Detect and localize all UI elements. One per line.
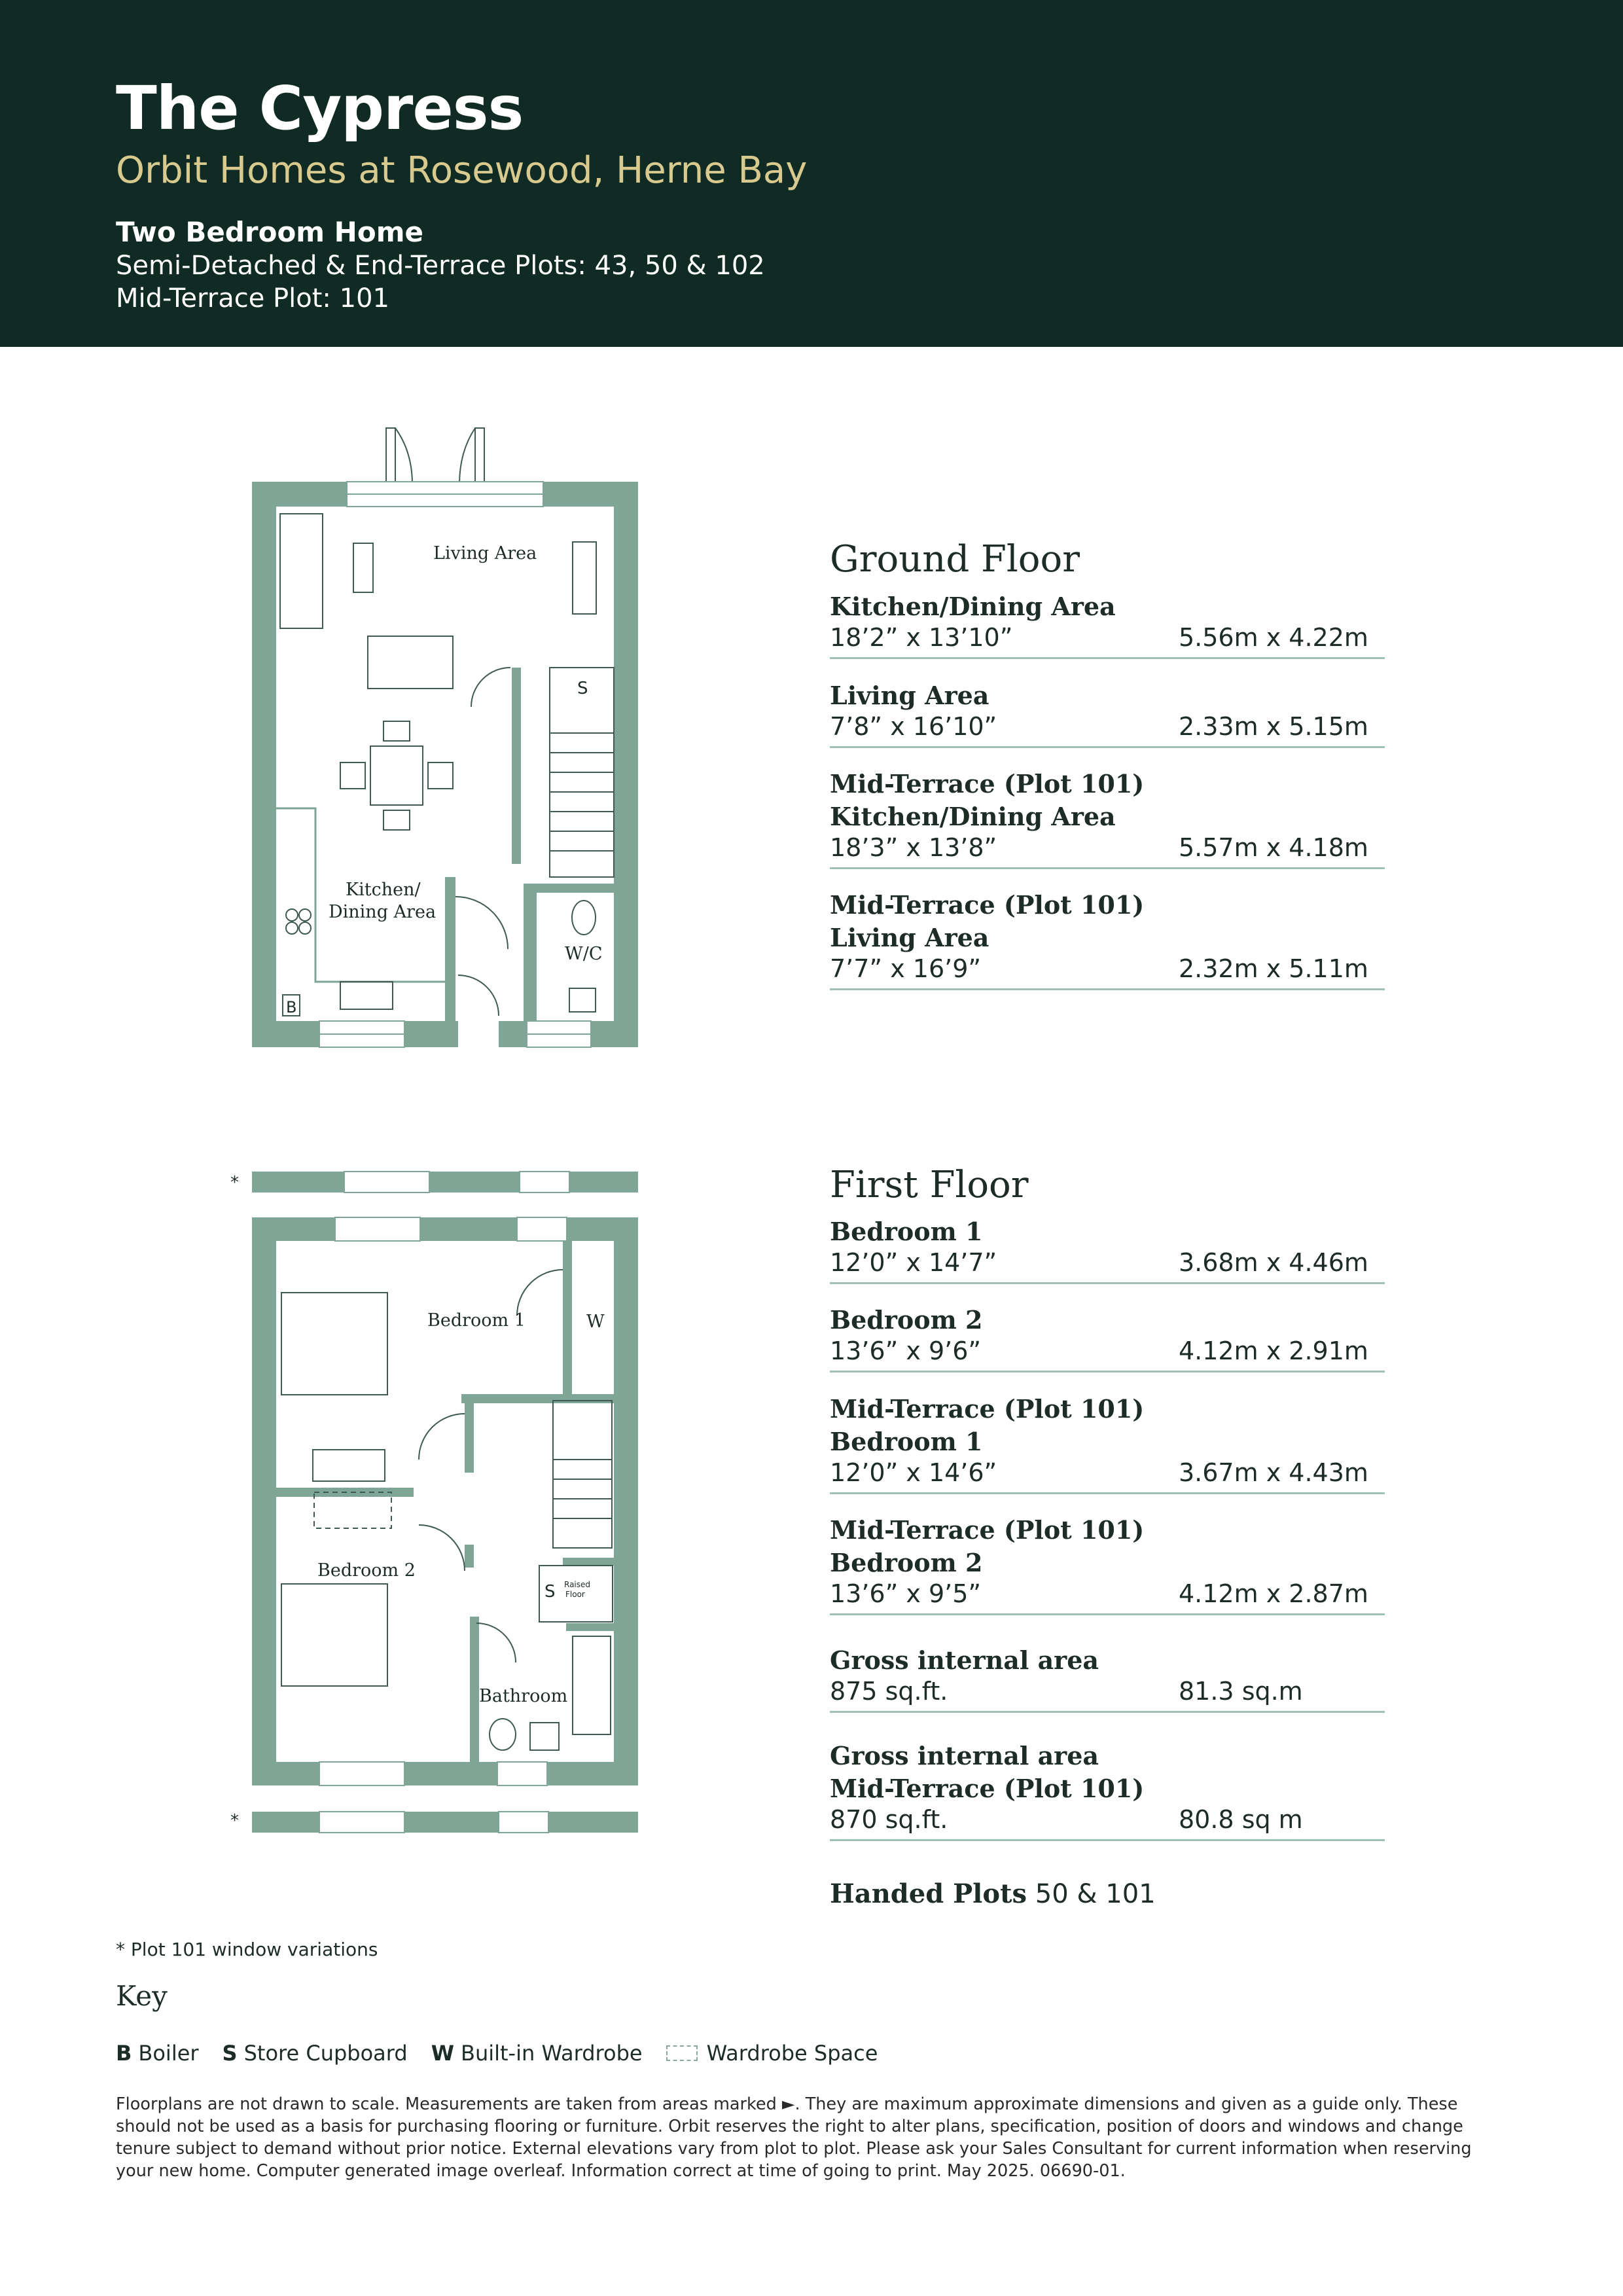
key-code: B (116, 2041, 132, 2066)
row-metric: 4.12m x 2.87m (1179, 1579, 1368, 1608)
plots-line-2: Mid-Terrace Plot: 101 (116, 283, 389, 314)
row-metric: 4.12m x 2.91m (1179, 1336, 1368, 1365)
row-imperial: 7’7” x 16’9” (830, 954, 982, 983)
row-name: Bedroom 2 (830, 1305, 983, 1335)
key-code: S (222, 2041, 238, 2066)
key-legend (116, 2037, 901, 2070)
wardrobe-space-swatch (666, 2045, 698, 2061)
store-marker-first: S (544, 1582, 556, 1602)
row-name-2: Bedroom 1 (830, 1427, 983, 1456)
row-imperial: 7’8” x 16’10” (830, 712, 997, 741)
header-banner (0, 0, 1623, 347)
key-label: Boiler (138, 2041, 199, 2066)
row-name-2: Bedroom 2 (830, 1548, 983, 1577)
row-imperial: 12’0” x 14’6” (830, 1458, 997, 1487)
handed-plots (830, 1878, 1156, 1909)
row-metric: 2.33m x 5.15m (1179, 712, 1368, 741)
row-name: Gross internal area (830, 1741, 1099, 1770)
row-metric: 3.67m x 4.43m (1179, 1458, 1368, 1487)
spec-row-midterrace-bedroom2 (830, 1514, 1385, 1615)
bedroom2-label: Bedroom 2 (317, 1560, 416, 1581)
row-imperial: 870 sq.ft. (830, 1805, 948, 1834)
row-metric: 3.68m x 4.46m (1179, 1248, 1368, 1277)
disclaimer: Floorplans are not drawn to scale. Measurements are taken from areas marked ►. They are maximum approximate dimensions and given as a guide only. These should not be used as a basis for purchasing flooring or furniture. Orbit reserves the right to alter plans, specification, position of doors and windows and change tenure subject to demand without prior notice. External elevations vary from plot to plot. Please ask your Sales Consultant for current information when reserving your new home. Computer generated image overleaf. Information correct at time of going to print. May 2025. 06690-01. (116, 2094, 1472, 2181)
row-imperial: 13’6” x 9’5” (830, 1579, 982, 1608)
row-name-2: Kitchen/Dining Area (830, 802, 1116, 831)
spec-row-bedroom2 (830, 1304, 1385, 1372)
kitchen-label-line2: Dining Area (329, 902, 437, 922)
row-imperial: 18’3” x 13’8” (830, 833, 997, 862)
spec-row-midterrace-bedroom1 (830, 1393, 1385, 1494)
row-name: Gross internal area (830, 1645, 1099, 1675)
row-metric: 81.3 sq.m (1179, 1677, 1303, 1706)
wc-label: W/C (565, 944, 603, 964)
handed-label: Handed Plots (830, 1878, 1027, 1909)
ground-floor-plan (249, 425, 641, 1054)
ground-floor-heading: Ground Floor (830, 538, 1080, 581)
spec-row-midterrace-kitchen (830, 768, 1385, 869)
store-marker: S (577, 679, 588, 698)
development-subtitle: Orbit Homes at Rosewood, Herne Bay (116, 149, 808, 192)
spec-row-midterrace-living (830, 889, 1385, 990)
first-floor-heading: First Floor (830, 1164, 1029, 1206)
wardrobe-marker: W (586, 1312, 605, 1332)
bedroom1-label: Bedroom 1 (427, 1310, 526, 1331)
spec-row-living (830, 679, 1385, 748)
key-title: Key (116, 1980, 168, 2012)
row-name: Mid-Terrace (Plot 101) (830, 890, 1145, 920)
row-name: Mid-Terrace (Plot 101) (830, 1515, 1145, 1545)
raised-floor-label-1: Raised (564, 1580, 591, 1589)
row-name-2: Living Area (830, 923, 990, 952)
row-name: Bedroom 1 (830, 1217, 983, 1246)
row-imperial: 875 sq.ft. (830, 1677, 948, 1706)
plots-line-1: Semi-Detached & End-Terrace Plots: 43, 50 & 102 (116, 251, 765, 281)
row-metric: 80.8 sq m (1179, 1805, 1303, 1834)
home-type: Two Bedroom Home (116, 216, 423, 248)
row-name: Living Area (830, 681, 990, 710)
key-label: Wardrobe Space (706, 2041, 878, 2066)
handed-value: 50 & 101 (1035, 1879, 1156, 1909)
row-name: Mid-Terrace (Plot 101) (830, 1394, 1145, 1424)
page-title: The Cypress (116, 73, 524, 143)
raised-floor-label-2: Floor (565, 1590, 585, 1599)
living-area-label: Living Area (433, 543, 537, 564)
spec-row-gross-area-midterrace (830, 1740, 1385, 1841)
bathroom-label: Bathroom (479, 1686, 568, 1706)
row-metric: 5.56m x 4.22m (1179, 623, 1368, 652)
key-wardrobe (431, 2041, 643, 2066)
row-imperial: 12’0” x 14’7” (830, 1248, 997, 1277)
key-store (223, 2041, 408, 2066)
row-metric: 2.32m x 5.11m (1179, 954, 1368, 983)
boiler-marker: B (286, 998, 297, 1016)
row-imperial: 13’6” x 9’6” (830, 1336, 982, 1365)
row-name: Kitchen/Dining Area (830, 592, 1116, 621)
spec-row-bedroom1 (830, 1215, 1385, 1284)
key-wardrobe-space (666, 2041, 878, 2066)
first-floor-plan (223, 1165, 641, 1852)
key-boiler (116, 2041, 199, 2066)
key-label: Built-in Wardrobe (460, 2041, 643, 2066)
key-code: W (431, 2041, 454, 2066)
row-metric: 5.57m x 4.18m (1179, 833, 1368, 862)
window-variation-note: * Plot 101 window variations (116, 1939, 378, 1960)
spec-row-kitchen (830, 590, 1385, 659)
asterisk-bottom: * (230, 1811, 239, 1831)
spec-row-gross-area (830, 1644, 1385, 1713)
kitchen-label-line1: Kitchen/ (346, 880, 421, 900)
asterisk-top: * (230, 1173, 239, 1193)
key-label: Store Cupboard (243, 2041, 408, 2066)
row-name-2: Mid-Terrace (Plot 101) (830, 1774, 1145, 1803)
row-imperial: 18’2” x 13’10” (830, 623, 1013, 652)
row-name: Mid-Terrace (Plot 101) (830, 769, 1145, 798)
